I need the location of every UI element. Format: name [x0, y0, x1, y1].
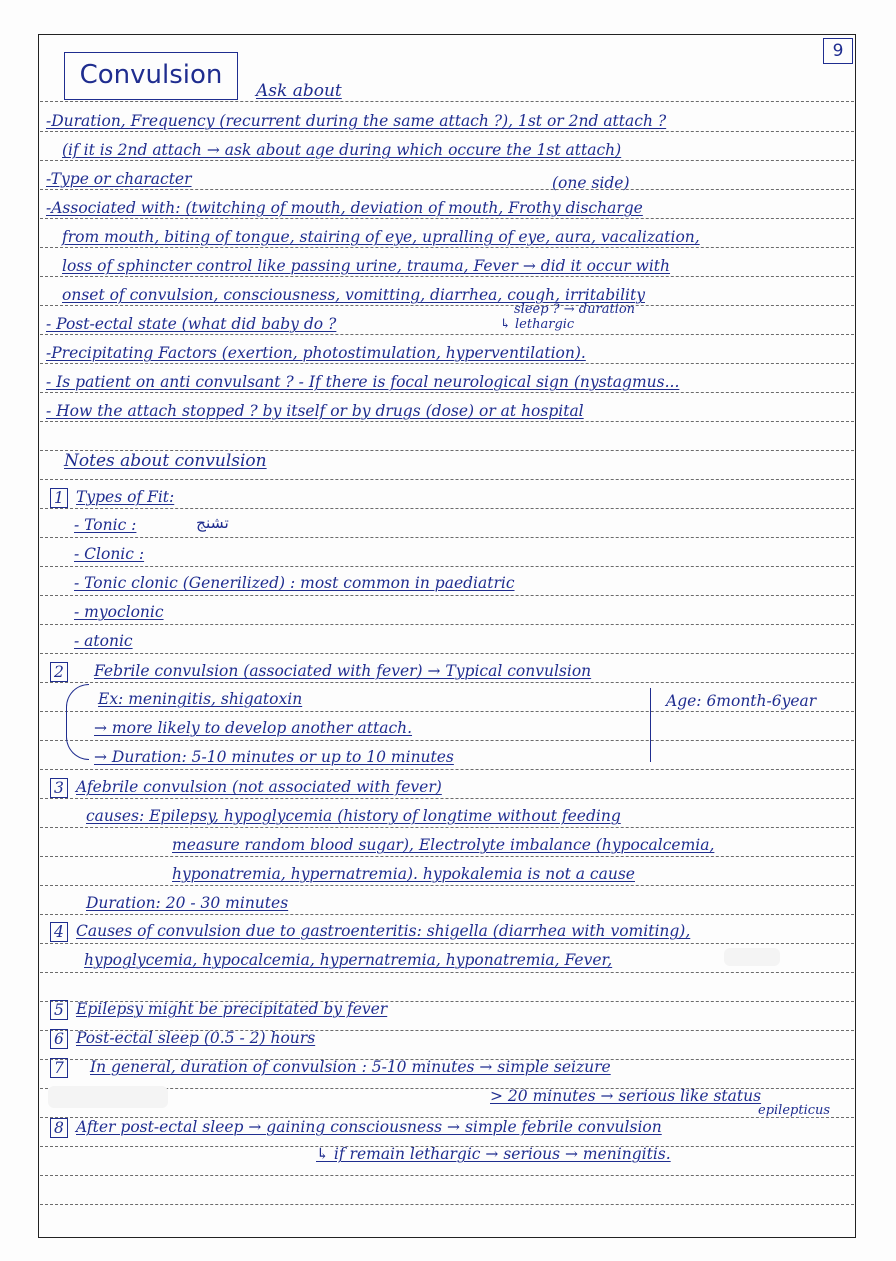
febrile-example: Ex: meningitis, shigatoxin	[98, 690, 303, 708]
item-number-2: 2	[50, 662, 68, 682]
item-number-7: 7	[50, 1058, 68, 1078]
ruled-line	[40, 769, 854, 770]
ruled-line	[40, 972, 854, 973]
ask-note-one-side: (one side)	[552, 174, 630, 192]
ruled-line	[40, 682, 854, 683]
section-subtitle: Ask about	[256, 81, 342, 101]
ruled-line	[40, 392, 854, 393]
type-tonic: - Tonic :	[74, 516, 137, 534]
ruled-line	[40, 914, 854, 915]
ask-line-type: -Type or character	[46, 170, 192, 188]
point-6-sleep: Post-ectal sleep (0.5 - 2) hours	[76, 1029, 316, 1047]
ruled-line	[40, 421, 854, 422]
item-number-6: 6	[50, 1029, 68, 1049]
point-7-line-1: In general, duration of convulsion : 5-10 minutes → simple seizure	[90, 1058, 611, 1076]
ruled-line	[40, 508, 854, 509]
page-number: 9	[823, 38, 853, 64]
ask-line-associated: -Associated with: (twitching of mouth, deviation of mouth, Frothy discharge	[46, 199, 643, 217]
point-8-line-2: ↳ if remain lethargic → serious → meningitis.	[316, 1145, 671, 1163]
ask-note-lethargic: ↳ lethargic	[500, 317, 575, 332]
type-clonic: - Clonic :	[74, 545, 145, 563]
ruled-line	[40, 1175, 854, 1176]
ask-note-sleep: sleep ? → duration	[514, 302, 636, 317]
point-7-note: epilepticus	[758, 1103, 831, 1118]
febrile-age-bracket	[650, 688, 651, 762]
febrile-duration: → Duration: 5-10 minutes or up to 10 minutes	[94, 748, 454, 766]
ask-line-duration: -Duration, Frequency (recurrent during the same attach ?), 1st or 2nd attach ?	[46, 112, 667, 130]
ruled-line	[40, 218, 854, 219]
ruled-line	[40, 334, 854, 335]
ruled-line	[40, 885, 854, 886]
ruled-line	[40, 189, 854, 190]
point-5-epilepsy: Epilepsy might be precipitated by fever	[76, 1000, 388, 1018]
ruled-line	[40, 247, 854, 248]
point-7-line-2: > 20 minutes → serious like status	[490, 1087, 762, 1105]
ask-line-post-ictal: - Post-ectal state (what did baby do ?	[46, 315, 337, 333]
gastro-line-1: Causes of convulsion due to gastroenteritis: shigella (diarrhea with vomiting),	[76, 922, 691, 940]
ruled-line	[40, 363, 854, 364]
item-number-8: 8	[50, 1118, 68, 1138]
item-number-1: 1	[50, 488, 68, 508]
ruled-line	[40, 160, 854, 161]
ask-line-froth: from mouth, biting of tongue, stairing of eye, upralling of eye, aura, vacalization,	[62, 228, 700, 246]
item-number-4: 4	[50, 922, 68, 942]
ruled-line	[40, 653, 854, 654]
febrile-loop-arrow	[66, 684, 89, 760]
smudge	[724, 948, 780, 966]
afebrile-causes-2: measure random blood sugar), Electrolyte imbalance (hypocalcemia,	[172, 836, 715, 854]
type-tonic-arabic: تشنج	[196, 514, 229, 532]
ruled-line	[40, 101, 854, 102]
ruled-line	[40, 537, 854, 538]
ask-line-stopped: - How the attach stopped ? by itself or by drugs (dose) or at hospital	[46, 402, 584, 420]
ruled-line	[40, 566, 854, 567]
afebrile-heading: Afebrile convulsion (not associated with fever)	[76, 778, 442, 796]
ask-line-precipitating: -Precipitating Factors (exertion, photostimulation, hyperventilation).	[46, 344, 586, 362]
type-tonic-clonic: - Tonic clonic (Generilized) : most common in paediatric	[74, 574, 515, 592]
ruled-line	[40, 624, 854, 625]
smudge	[48, 1086, 168, 1108]
ruled-line	[40, 798, 854, 799]
notes-heading: Notes about convulsion	[64, 451, 267, 471]
ruled-line	[40, 131, 854, 132]
ruled-line	[40, 711, 854, 712]
type-atonic: - atonic	[74, 632, 133, 650]
ruled-line	[40, 479, 854, 480]
ruled-line	[40, 595, 854, 596]
ruled-line	[40, 827, 854, 828]
febrile-likely: → more likely to develop another attach.	[94, 719, 413, 737]
types-heading: Types of Fit:	[76, 488, 175, 506]
ask-line-sphincter: loss of sphincter control like passing urine, trauma, Fever → did it occur with	[62, 257, 671, 275]
page-title: Convulsion	[64, 52, 238, 100]
item-number-3: 3	[50, 778, 68, 798]
febrile-age: Age: 6month-6year	[666, 692, 817, 710]
ask-line-onset: onset of convulsion, consciousness, vomitting, diarrhea, cough, irritability	[62, 286, 645, 304]
type-myoclonic: - myoclonic	[74, 603, 164, 621]
afebrile-causes-3: hyponatremia, hypernatremia). hypokalemia is not a cause	[172, 865, 635, 883]
ruled-line	[40, 740, 854, 741]
ruled-line	[40, 305, 854, 306]
ask-line-anticonvulsant: - Is patient on anti convulsant ? - If there is focal neurological sign (nystagmus...	[46, 373, 680, 391]
ask-line-second-attach: (if it is 2nd attach → ask about age during which occure the 1st attach)	[62, 141, 622, 159]
gastro-line-2: hypoglycemia, hypocalcemia, hypernatremia, hyponatremia, Fever,	[84, 951, 613, 969]
item-number-5: 5	[50, 1000, 68, 1020]
febrile-heading: Febrile convulsion (associated with fever) → Typical convulsion	[94, 662, 592, 680]
afebrile-duration: Duration: 20 - 30 minutes	[86, 894, 289, 912]
ruled-line	[40, 856, 854, 857]
afebrile-causes-1: causes: Epilepsy, hypoglycemia (history of longtime without feeding	[86, 807, 621, 825]
ruled-line	[40, 1204, 854, 1205]
ruled-line	[40, 943, 854, 944]
ruled-line	[40, 276, 854, 277]
point-8-line-1: After post-ectal sleep → gaining consciousness → simple febrile convulsion	[76, 1118, 662, 1136]
